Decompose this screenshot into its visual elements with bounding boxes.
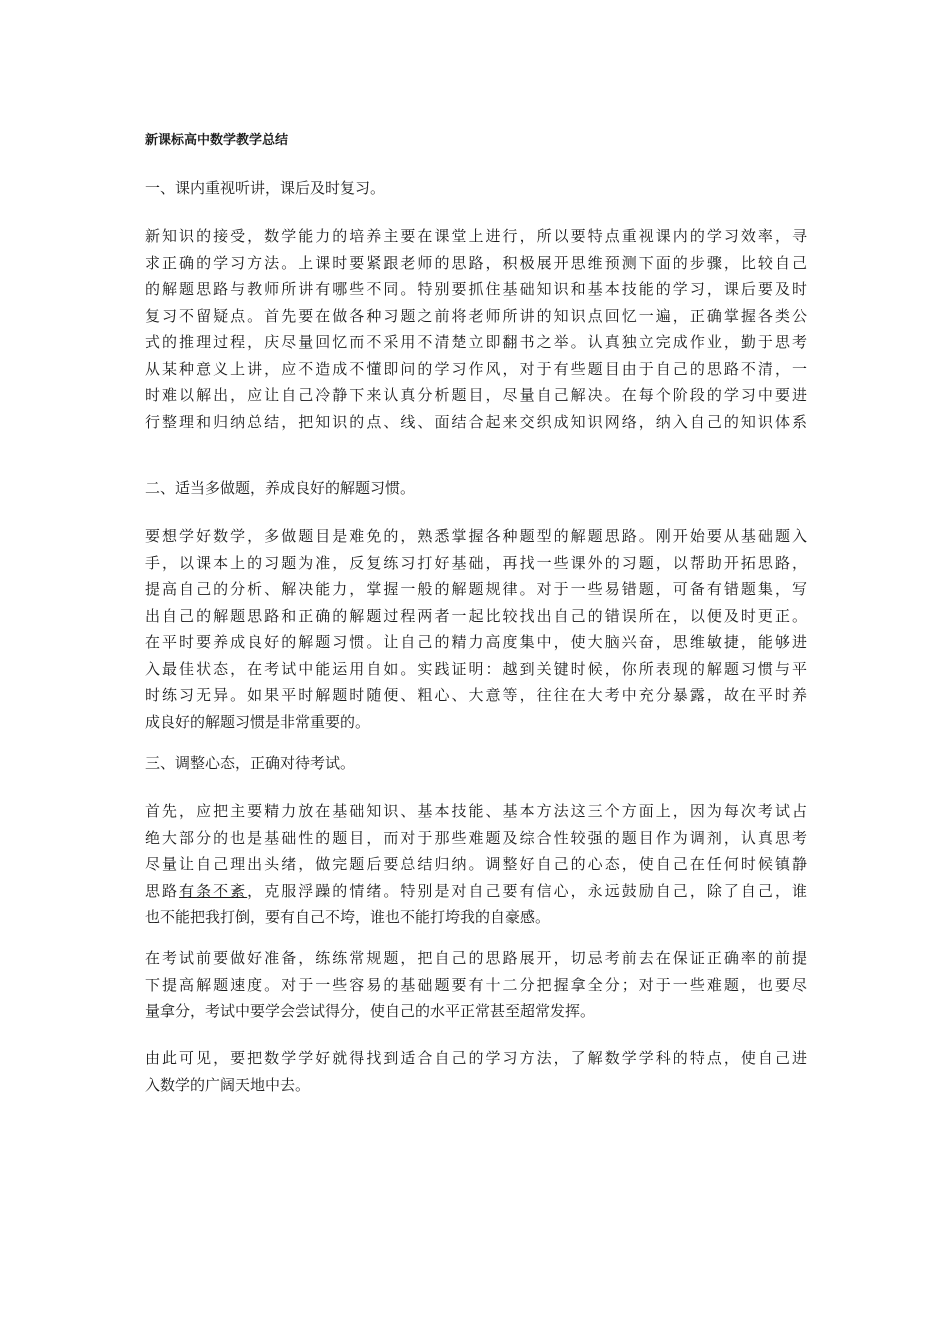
paragraph-line: 新知识的接受，数学能力的培养主要在课堂上进行，所以要特点重视课内的学习效率，寻 <box>145 227 807 245</box>
line-text: 思路 <box>145 881 180 900</box>
paragraph-line: 绝大部分的也是基础性的题目，而对于那些难题及综合性较强的题目作为调剂，认真思考 <box>145 828 807 847</box>
document-title: 新课标高中数学教学总结 <box>145 133 289 148</box>
paragraph-line: 手，以课本上的习题为准，反复练习打好基础，再找一些课外的习题，以帮助开拓思路， <box>145 553 807 572</box>
paragraph-line: 下提高解题速度。对于一些容易的基础题要有十二分把握拿全分；对于一些难题，也要尽 <box>145 975 807 994</box>
paragraph-line: 提高自己的分析、解决能力，掌握一般的解题规律。对于一些易错题，可备有错题集，写 <box>145 580 807 598</box>
section-2-heading: 二、适当多做题，养成良好的解题习惯。 <box>145 479 416 497</box>
section-3-paragraph-2 <box>145 945 807 1025</box>
paragraph-line: 首先，应把主要精力放在基础知识、基本技能、基本方法这三个方面上，因为每次考试占 <box>145 802 807 820</box>
paragraph-line: 在平时要养成良好的解题习惯。让自己的精力高度集中，使大脑兴奋，思维敏捷，能够进 <box>145 633 807 651</box>
underlined-phrase: 有条不紊 <box>179 881 248 900</box>
paragraph-line: 出自己的解题思路和正确的解题过程两者一起比较找出自己的错误所在，以便及时更正。 <box>145 606 807 625</box>
paragraph-line: 的解题思路与教师所讲有哪些不同。特别要抓住基础知识和基本技能的学习，课后要及时 <box>145 280 807 298</box>
paragraph-line: 入数学的广阔天地中去。 <box>145 1075 311 1094</box>
section-3-paragraph-1 <box>145 798 807 931</box>
paragraph-line: 求正确的学习方法。上课时要紧跟老师的思路，积极展开思维预测下面的步骤，比较自己 <box>145 253 807 272</box>
paragraph-line: 要想学好数学，多做题目是难免的，熟悉掌握各种题型的解题思路。刚开始要从基础题入 <box>145 527 807 545</box>
paragraph-line: 入最佳状态，在考试中能运用自如。实践证明：越到关键时候，你所表现的解题习惯与平 <box>145 659 807 678</box>
paragraph-line: 尽量让自己理出头绪，做完题后要总结归纳。调整好自己的心态，使自己在任何时候镇静 <box>145 855 807 873</box>
section-3-paragraph-3 <box>145 1045 807 1098</box>
paragraph-line: 时练习无异。如果平时解题时随便、粗心、大意等，往往在大考中充分暴露，故在平时养 <box>145 686 807 704</box>
paragraph-line: 在考试前要做好准备，练练常规题，把自己的思路展开，切忌考前去在保证正确率的前提 <box>145 949 807 967</box>
section-3-heading: 三、调整心态，正确对待考试。 <box>145 754 356 772</box>
paragraph-line: 复习不留疑点。首先要在做各种习题之前将老师所讲的知识点回忆一遍，正确掌握各类公 <box>145 306 807 325</box>
paragraph-line: 时难以解出，应让自己冷静下来认真分析题目，尽量自己解决。在每个阶段的学习中要进 <box>145 386 807 404</box>
paragraph-line: 量拿分，考试中要学会尝试得分，使自己的水平正常甚至超常发挥。 <box>145 1002 596 1020</box>
paragraph-line: 行整理和归纳总结，把知识的点、线、面结合起来交织成知识网络，纳入自己的知识体系 <box>145 412 807 431</box>
paragraph-line: 也不能把我打倒，要有自己不垮，谁也不能打垮我的自豪感。 <box>145 908 551 926</box>
paragraph-line: 由此可见，要把数学学好就得找到适合自己的学习方法，了解数学学科的特点，使自己进 <box>145 1049 807 1067</box>
paragraph-line <box>145 878 807 905</box>
section-1-paragraph <box>145 223 807 435</box>
section-1-heading: 一、课内重视听讲，课后及时复习。 <box>145 179 386 197</box>
section-2-paragraph <box>145 523 807 735</box>
paragraph-line: 成良好的解题习惯是非常重要的。 <box>145 712 371 731</box>
paragraph-line: 式的推理过程，庆尽量回忆而不采用不清楚立即翻书之举。认真独立完成作业，勤于思考 <box>145 333 807 351</box>
paragraph-line: 从某种意义上讲，应不造成不懂即问的学习作风，对于有些题目由于自己的思路不清，一 <box>145 359 807 378</box>
line-text: ，克服浮躁的情绪。特别是对自己要有信心，永远鼓励自己，除了自己，谁 <box>247 881 807 900</box>
